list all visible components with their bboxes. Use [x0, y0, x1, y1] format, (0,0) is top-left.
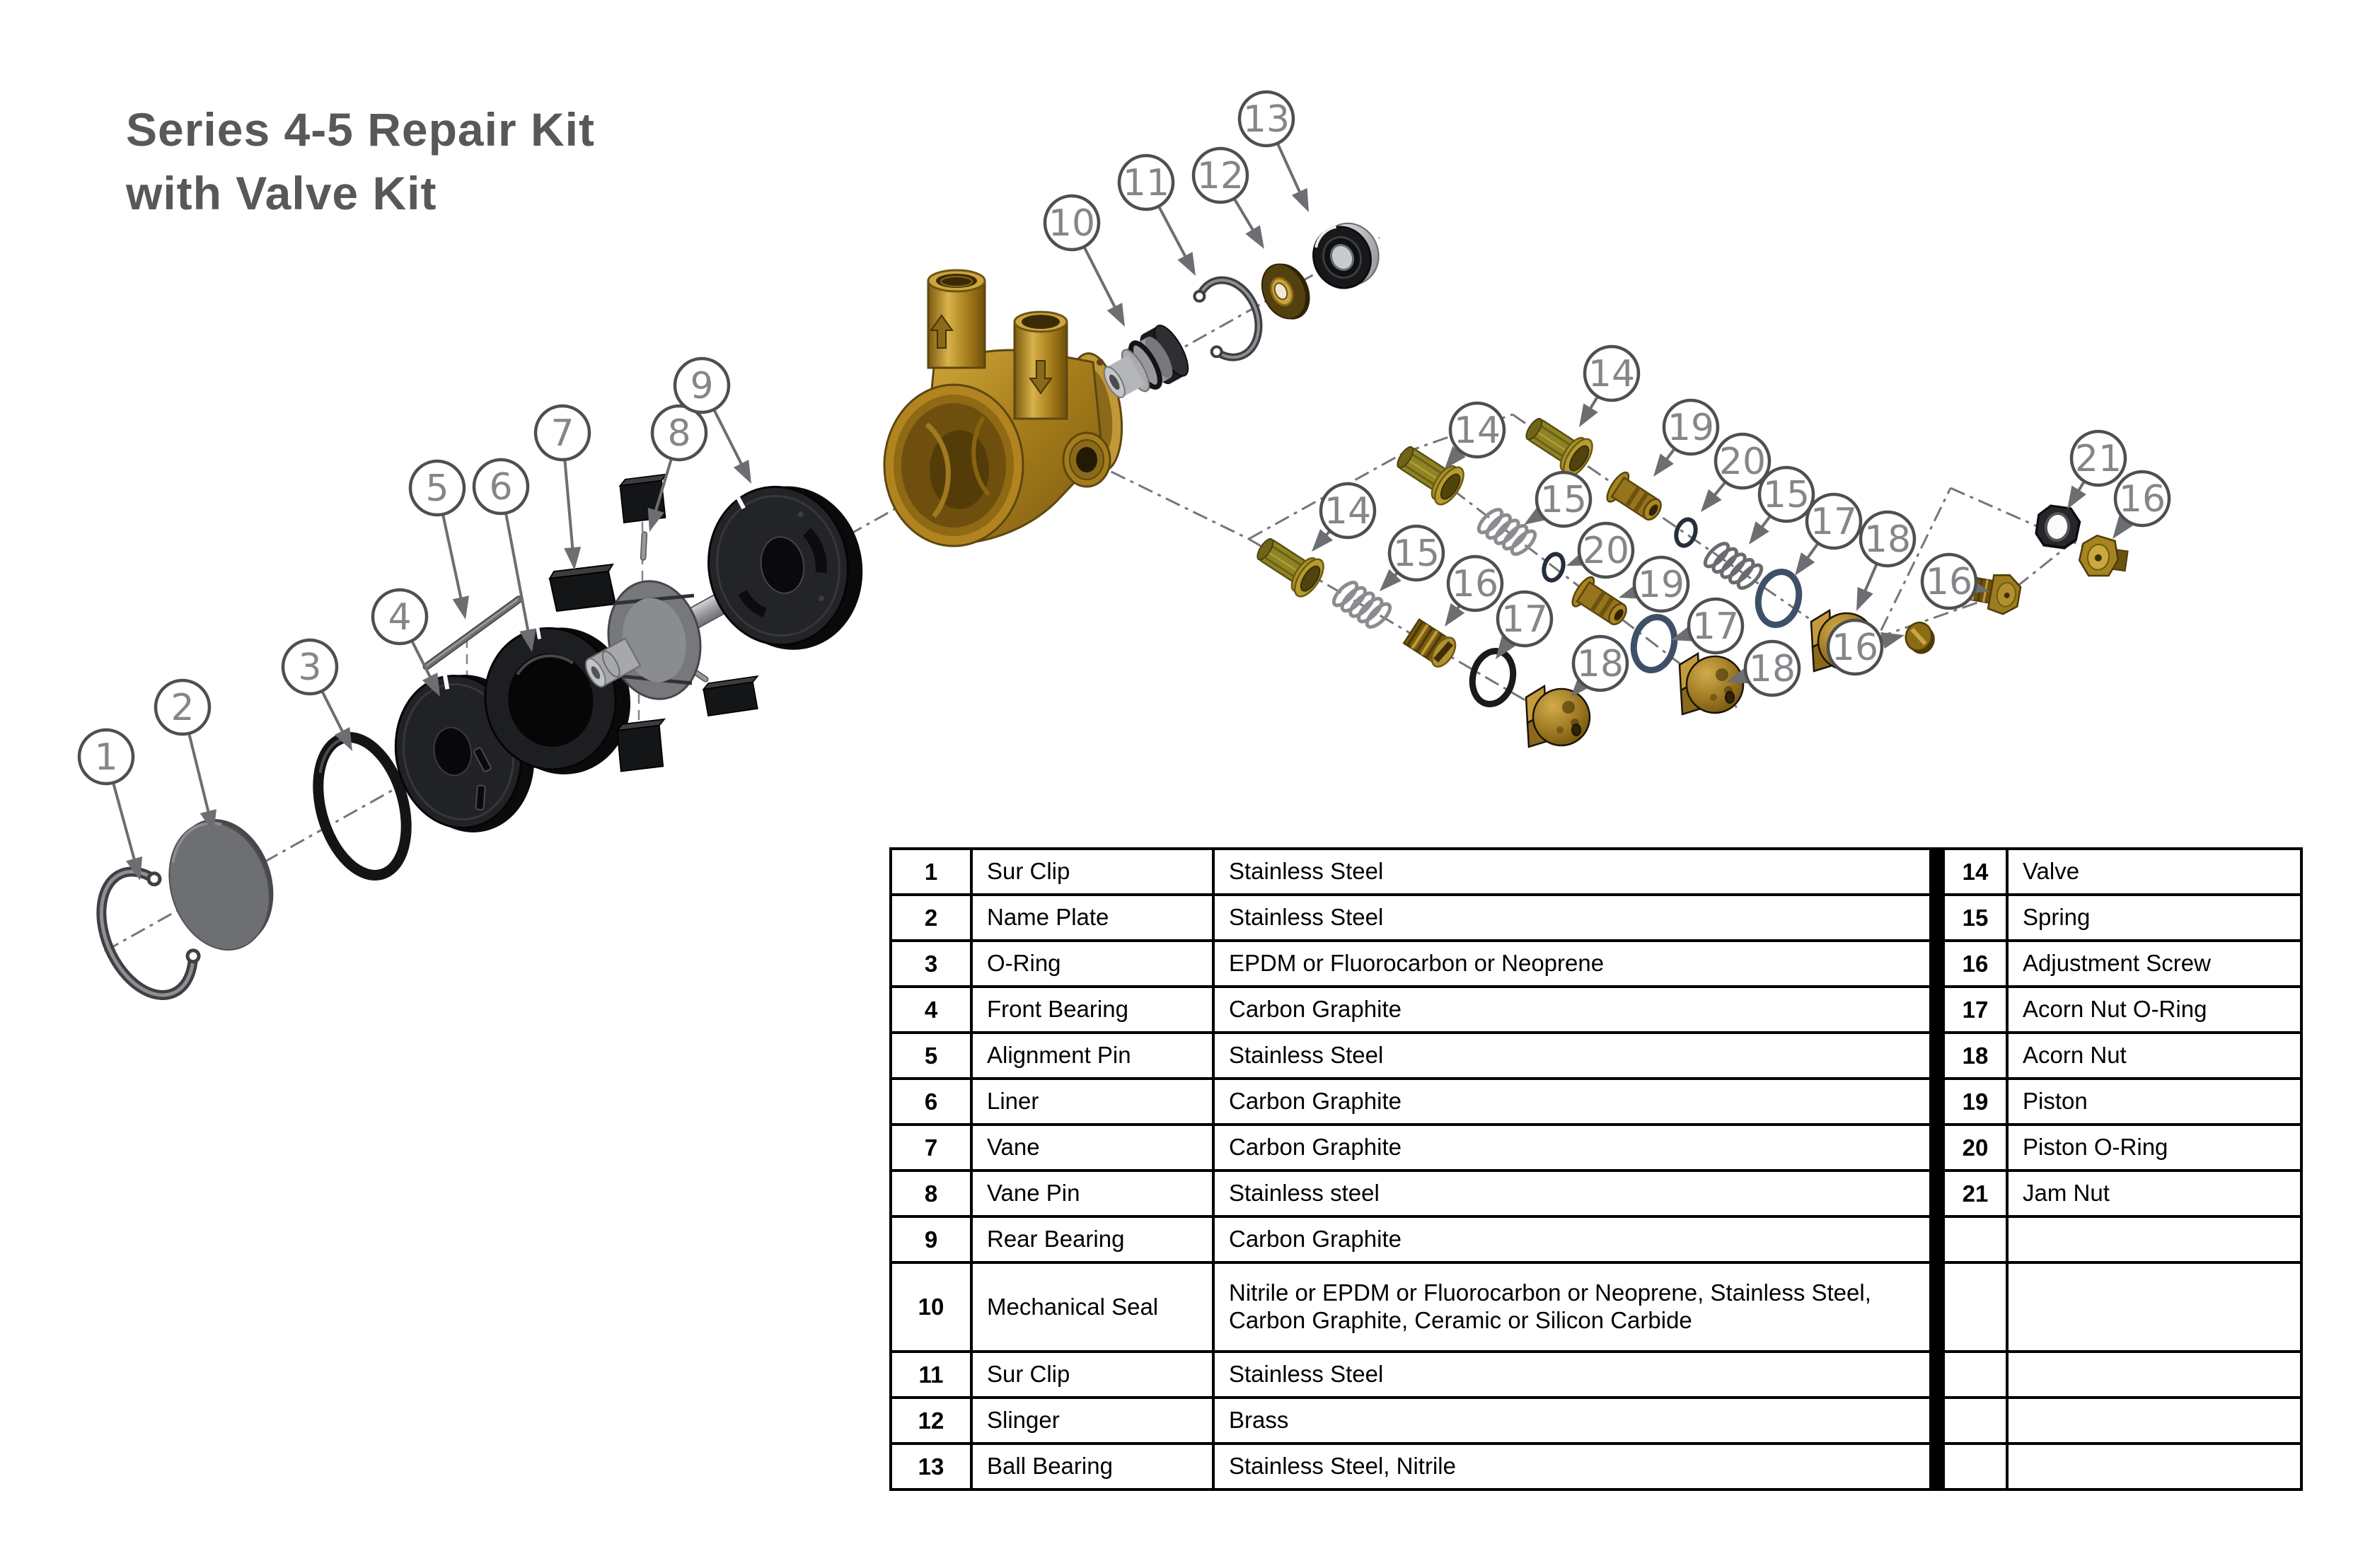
table-number-right-row4: 17	[1945, 988, 2006, 1031]
table-divider-row9	[1932, 1218, 1942, 1261]
table-part-name-right-row7: Piston O-Ring	[2009, 1126, 2300, 1169]
table-number-right-row12	[1945, 1399, 2006, 1442]
slinger-12	[1254, 256, 1318, 327]
table-part-name-left-row7: Vane	[973, 1126, 1212, 1169]
svg-text:18: 18	[1576, 643, 1624, 685]
callout-arrow-icon	[1245, 225, 1264, 249]
table-part-name-left-row1: Sur Clip	[973, 850, 1212, 893]
callout-19	[1653, 400, 1718, 477]
callout-arrow-icon	[1795, 552, 1815, 576]
table-part-name-right-row11	[2009, 1353, 2300, 1396]
svg-text:15: 15	[1392, 533, 1440, 575]
table-number-right-row1: 14	[1945, 850, 2006, 893]
rear-bearing-9	[696, 473, 875, 663]
callout-arrow-icon	[564, 547, 581, 570]
table-number-left-row13: 13	[892, 1445, 970, 1488]
table-part-name-left-row6: Liner	[973, 1080, 1212, 1123]
svg-text:17: 17	[1692, 605, 1740, 648]
table-part-name-left-row9: Rear Bearing	[973, 1218, 1212, 1261]
callout-3	[283, 640, 352, 751]
svg-text:15: 15	[1539, 479, 1588, 521]
svg-text:9: 9	[690, 365, 714, 407]
svg-text:19: 19	[1667, 407, 1715, 449]
svg-text:17: 17	[1810, 501, 1858, 543]
callout-12	[1194, 149, 1264, 249]
callout-11	[1119, 156, 1196, 276]
table-divider-row6	[1932, 1080, 1942, 1123]
table-part-name-right-row10	[2009, 1264, 2300, 1350]
callout-arrow-icon	[1579, 403, 1598, 427]
svg-text:16: 16	[1451, 563, 1499, 605]
callout-7	[536, 406, 589, 570]
svg-text:7: 7	[550, 412, 574, 455]
table-part-name-right-row13	[2009, 1445, 2300, 1488]
callout-16	[1445, 557, 1502, 627]
table-divider-row1	[1932, 850, 1942, 893]
svg-text:16: 16	[2118, 478, 2166, 521]
table-part-name-left-row10: Mechanical Seal	[973, 1264, 1212, 1350]
table-number-right-row5: 18	[1945, 1034, 2006, 1077]
callout-10	[1045, 196, 1125, 327]
svg-text:17: 17	[1501, 598, 1549, 641]
callout-20	[1566, 523, 1633, 577]
svg-text:10: 10	[1048, 202, 1096, 245]
callout-13	[1239, 92, 1309, 212]
svg-text:8: 8	[667, 412, 691, 455]
title-line-1: Series 4-5 Repair Kit	[126, 103, 595, 156]
acorn-nut-o-ring-17	[1753, 567, 1805, 629]
table-material-left-row5: Stainless Steel	[1215, 1034, 1929, 1077]
table-number-left-row7: 7	[892, 1126, 970, 1169]
table-part-name-right-row8: Jam Nut	[2009, 1172, 2300, 1215]
adjustment-screw-16	[1403, 617, 1460, 670]
table-number-left-row4: 4	[892, 988, 970, 1031]
acorn-nut-o-ring-17	[1467, 646, 1519, 708]
callout-arrow-icon	[1749, 521, 1769, 545]
table-material-left-row3: EPDM or Fluorocarbon or Neoprene	[1215, 942, 1929, 985]
svg-text:20: 20	[1718, 441, 1767, 483]
callout-15	[1380, 526, 1443, 591]
title-line-2: with Valve Kit	[126, 167, 437, 219]
table-number-right-row13	[1945, 1445, 2006, 1488]
table-material-left-row1: Stainless Steel	[1215, 850, 1929, 893]
svg-text:15: 15	[1762, 474, 1810, 516]
svg-text:1: 1	[94, 736, 118, 779]
svg-text:11: 11	[1122, 162, 1170, 204]
svg-text:14: 14	[1588, 353, 1636, 395]
callout-arrow-icon	[453, 596, 469, 620]
callout-8	[648, 406, 706, 532]
table-number-left-row10: 10	[892, 1264, 970, 1350]
parts-table	[889, 847, 2303, 1491]
table-part-name-left-row5: Alignment Pin	[973, 1034, 1212, 1077]
table-number-right-row3: 16	[1945, 942, 2006, 985]
table-part-name-right-row6: Piston	[2009, 1080, 2300, 1123]
svg-text:21: 21	[2074, 438, 2122, 480]
callout-14	[1579, 347, 1639, 427]
table-divider-row13	[1932, 1445, 1942, 1488]
table-part-name-right-row2: Spring	[2009, 896, 2300, 939]
table-divider-row3	[1932, 942, 1942, 985]
table-material-left-row8: Stainless steel	[1215, 1172, 1929, 1215]
callout-2	[156, 680, 216, 833]
vane-7	[617, 719, 664, 772]
callout-1	[79, 730, 142, 881]
table-number-left-row6: 6	[892, 1080, 970, 1123]
callout-arrow-icon	[2067, 485, 2086, 509]
table-part-name-left-row3: O-Ring	[973, 942, 1212, 985]
acorn-nut-18	[1526, 686, 1590, 747]
table-number-left-row5: 5	[892, 1034, 970, 1077]
table-divider-row4	[1932, 988, 1942, 1031]
callout-17	[1671, 599, 1743, 653]
table-number-right-row6: 19	[1945, 1080, 2006, 1123]
sur-clip-11	[1189, 272, 1269, 365]
callout-16	[2113, 472, 2169, 539]
table-divider-row5	[1932, 1034, 1942, 1077]
table-material-left-row10: Nitrile or EPDM or Fluorocarbon or Neoprene, Stainless Steel, Carbon Graphite, Ceramic or Silicon Carbide	[1215, 1264, 1929, 1350]
callout-14	[1445, 403, 1504, 469]
acorn-nut-18	[1680, 654, 1743, 714]
table-part-name-left-row11: Sur Clip	[973, 1353, 1212, 1396]
table-material-left-row13: Stainless Steel, Nitrile	[1215, 1445, 1929, 1488]
table-part-name-right-row5: Acorn Nut	[2009, 1034, 2300, 1077]
table-divider-row12	[1932, 1399, 1942, 1442]
table-divider-row2	[1932, 896, 1942, 939]
callout-15	[1524, 472, 1590, 526]
table-divider-row8	[1932, 1172, 1942, 1215]
callout-5	[410, 461, 469, 620]
callout-arrow-icon	[1856, 587, 1873, 611]
svg-text:5: 5	[425, 468, 449, 510]
callout-arrow-icon	[1107, 303, 1125, 327]
table-number-right-row9	[1945, 1218, 2006, 1261]
table-number-left-row1: 1	[892, 850, 970, 893]
svg-text:13: 13	[1242, 98, 1290, 141]
table-part-name-right-row3: Adjustment Screw	[2009, 942, 2300, 985]
table-material-left-row7: Carbon Graphite	[1215, 1126, 1929, 1169]
vane-pin-8	[640, 532, 647, 560]
callout-arrow-icon	[1653, 453, 1674, 477]
callout-14	[1312, 484, 1375, 552]
page-title	[126, 98, 595, 225]
table-number-left-row3: 3	[892, 942, 970, 985]
table-part-name-left-row4: Front Bearing	[973, 988, 1212, 1031]
svg-text:14: 14	[1324, 490, 1372, 533]
table-number-left-row12: 12	[892, 1399, 970, 1442]
table-divider-row7	[1932, 1126, 1942, 1169]
callout-arrow-icon	[1177, 252, 1196, 276]
table-number-left-row8: 8	[892, 1172, 970, 1215]
adjustment-screw-16-hex	[2077, 533, 2129, 581]
table-material-left-row11: Stainless Steel	[1215, 1353, 1929, 1396]
svg-text:6: 6	[489, 466, 513, 509]
table-part-name-right-row1: Valve	[2009, 850, 2300, 893]
svg-text:18: 18	[1748, 648, 1796, 690]
table-part-name-left-row2: Name Plate	[973, 896, 1212, 939]
piston-o-ring-20	[1673, 517, 1699, 548]
svg-text:19: 19	[1637, 564, 1685, 606]
table-material-left-row9: Carbon Graphite	[1215, 1218, 1929, 1261]
pump-body	[884, 270, 1128, 546]
table-part-name-left-row8: Vane Pin	[973, 1172, 1212, 1215]
svg-text:16: 16	[1831, 627, 1879, 669]
table-material-left-row12: Brass	[1215, 1399, 1929, 1442]
svg-text:20: 20	[1582, 530, 1630, 572]
svg-text:14: 14	[1453, 410, 1501, 452]
callout-arrow-icon	[1292, 188, 1309, 212]
vane-7	[550, 564, 615, 611]
piston-19	[1568, 574, 1633, 632]
table-number-left-row9: 9	[892, 1218, 970, 1261]
adjustment-screw-16-small	[1901, 619, 1939, 658]
table-part-name-left-row12: Slinger	[973, 1399, 1212, 1442]
table-part-name-right-row9	[2009, 1218, 2300, 1261]
callout-arrow-icon	[734, 460, 751, 484]
table-part-name-right-row12	[2009, 1399, 2300, 1442]
table-number-left-row2: 2	[892, 896, 970, 939]
table-number-right-row7: 20	[1945, 1126, 2006, 1169]
table-number-right-row11	[1945, 1353, 2006, 1396]
table-material-left-row4: Carbon Graphite	[1215, 988, 1929, 1031]
table-divider-row10	[1932, 1264, 1942, 1350]
table-material-left-row2: Stainless Steel	[1215, 896, 1929, 939]
svg-text:16: 16	[1925, 561, 1973, 603]
table-divider-row11	[1932, 1353, 1942, 1396]
table-number-left-row11: 11	[892, 1353, 970, 1396]
table-number-right-row8: 21	[1945, 1172, 2006, 1215]
table-material-left-row6: Carbon Graphite	[1215, 1080, 1929, 1123]
name-plate-2	[153, 806, 290, 963]
callout-4	[373, 590, 440, 697]
svg-text:2: 2	[171, 687, 195, 729]
table-number-right-row2: 15	[1945, 896, 2006, 939]
svg-text:3: 3	[298, 646, 322, 689]
ball-bearing-13	[1304, 214, 1389, 298]
svg-text:4: 4	[388, 596, 412, 639]
callout-arrow-icon	[1880, 632, 1905, 649]
table-part-name-right-row4: Acorn Nut O-Ring	[2009, 988, 2300, 1031]
svg-text:18: 18	[1863, 518, 1912, 561]
table-number-right-row10	[1945, 1264, 2006, 1350]
callout-18	[1571, 637, 1627, 697]
table-part-name-left-row13: Ball Bearing	[973, 1445, 1212, 1488]
callout-18	[1856, 512, 1914, 611]
piston-19	[1603, 470, 1668, 528]
callout-16	[1828, 620, 1905, 674]
svg-text:12: 12	[1196, 155, 1244, 197]
vane-7	[703, 676, 758, 716]
callout-17	[1496, 592, 1551, 659]
callout-arrow-icon	[1701, 489, 1722, 512]
